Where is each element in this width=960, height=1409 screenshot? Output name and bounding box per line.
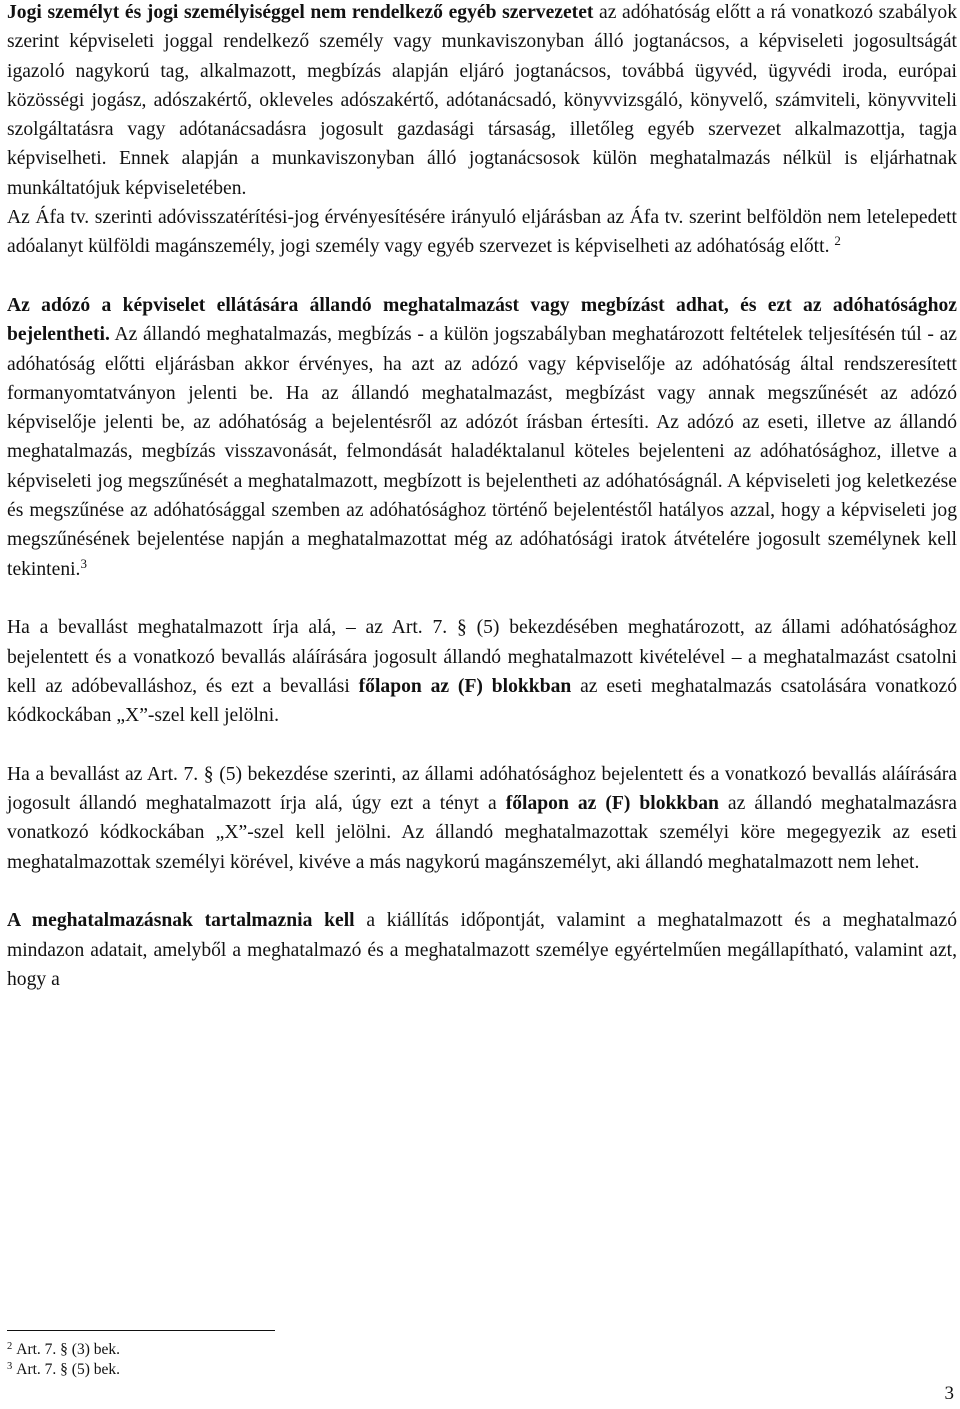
document-page	[7, 0, 957, 994]
paragraph-inline-bold: főlapon az (F) blokkban	[358, 675, 572, 697]
paragraph-text: az állandó meghatalmazásra vonatkozó kódkockában „X”-szel kell jelölni. Az állandó meghatalmazottak személyi köre megegyezik az eseti meghatalmazottak személyi körével, kivéve a más nagykorú magánszemélyt, aki állandó meghatalmazott nem lehet.	[7, 793, 957, 873]
paragraph-text: Az Áfa tv. szerinti adóvisszatérítési-jog érvényesítésére irányuló eljárásban az Áfa tv. szerint belföldön nem letelepedett adóalanyt külföldi magánszemély, jogi személy vagy egyéb szervezet is képviselheti az adóhatóság előtt.	[7, 207, 957, 258]
paragraph-vat-refund	[7, 203, 957, 262]
paragraph-signed-by-permanent-agent	[7, 760, 957, 877]
footnote-ref[interactable]: 3	[80, 555, 87, 571]
footnote-text: Art. 7. § (5) bek.	[16, 1361, 120, 1378]
paragraph-representation-of-entities	[7, 0, 957, 203]
paragraph-text: Ha a bevallást az Art. 7. § (5) bekezdése szerinti, az állami adóhatósághoz bejelentett és a vonatkozó bevallás aláírására jogosult állandó meghatalmazott írja alá, úgy ezt a tényt a	[7, 763, 957, 815]
paragraph-lead-bold: Jogi személyt és jogi személyiséggel nem rendelkező egyéb szervezetet	[7, 2, 594, 23]
footnote-ref[interactable]: 2	[834, 233, 841, 249]
footnote-divider	[7, 1330, 275, 1331]
paragraph-text: az eseti meghatalmazás csatolására vonatkozó kódkockában „X”-szel kell jelölni.	[7, 675, 957, 727]
paragraph-lead-bold: Az adózó a képviselet ellátására állandó meghatalmazást vagy megbízást adhat, és ezt az adóhatósághoz bejelentheti.	[7, 294, 957, 346]
paragraph-lead-bold: A meghatalmazásnak tartalmaznia kell	[7, 910, 355, 932]
footnote-number: 3	[7, 1361, 13, 1372]
paragraph-text: a kiállítás időpontját, valamint a meghatalmazott és a meghatalmazó mindazon adatait, amelyből a meghatalmazó és a meghatalmazott személye egyértelműen megállapítható, valamint azt, hogy a	[7, 910, 957, 990]
paragraph-permanent-authorization	[7, 291, 957, 584]
paragraph-inline-bold: főlapon az (F) blokkban	[505, 793, 719, 815]
paragraph-text: Ha a bevallást meghatalmazott írja alá, – az Art. 7. § (5) bekezdésében meghatározott, az állami adóhatósághoz bejelentett és a vonatkozó bevallás aláírására jogosult állandó meghatalmazott kivételével – a meghatalmazást csatolni kell az adóbevalláshoz, és ezt a bevallási	[7, 617, 957, 697]
paragraph-text: az adóhatóság előtt a rá vonatkozó szabályok szerint képviseleti joggal rendelkező személy vagy munkaviszonyban álló jogtanácsos, a képviseleti jogosultságát igazoló nagykorú tag, alkalmazott, megbízás alapján eljáró jogtanácsos, továbbá ügyvéd, ügyvédi iroda, európai közösségi jogász, adószakértő, okleveles adószakértő, adótanácsadó, könyvvizsgáló, könyvelő, számviteli, könyvviteli szolgáltatásra vagy adótanácsadásra jogosult gazdasági társaság, illetőleg egyéb szervezet alkalmazottja, tagja képviselheti. Ennek alapján a munkaviszonyban álló jogtanácsosok külön meghatalmazás nélkül is eljárhatnak munkáltatójuk képviseletében.	[7, 2, 957, 199]
footnote-text: Art. 7. § (3) bek.	[16, 1341, 120, 1358]
paragraph-text: Az állandó meghatalmazás, megbízás - a külön jogszabályban meghatározott feltételek teljesítésén túl - az adóhatóság előtti eljárásban akkor érvényes, ha azt az adózó vagy képviselője az adóhatóság által rendszeresített formanyomtatványon jelenti be. Ha az állandó meghatalmazást, megbízást vagy annak megszűnését az adózó képviselője jelenti be, az adóhatóság a bejelentésről az adózót írásban értesíti. Az adózó az eseti, illetve az állandó meghatalmazás, megbízás visszavonását, felmondását haladéktalanul köteles bejelenteni az adóhatósághoz, illetve a képviseleti jog megszűnését a meghatalmazott, megbízott is bejelentheti az adóhatóságnál. A képviseleti jog keletkezése és megszűnése az adóhatósággal szemben az adóhatósághoz történő bejelentéstől hatályos azzal, hogy a képviseleti jog megszűnésének bejelentése napján a meghatalmazottat még az adóhatósági iratok átvételére jogosult személynek kell tekinteni.	[7, 324, 957, 580]
page-number: 3	[944, 1383, 954, 1404]
footnote-item	[7, 1360, 120, 1380]
footnote-number: 2	[7, 1341, 13, 1352]
footnotes	[7, 1340, 120, 1380]
footnote-item	[7, 1340, 120, 1360]
paragraph-authorization-content	[7, 906, 957, 994]
paragraph-signed-by-agent	[7, 613, 957, 730]
